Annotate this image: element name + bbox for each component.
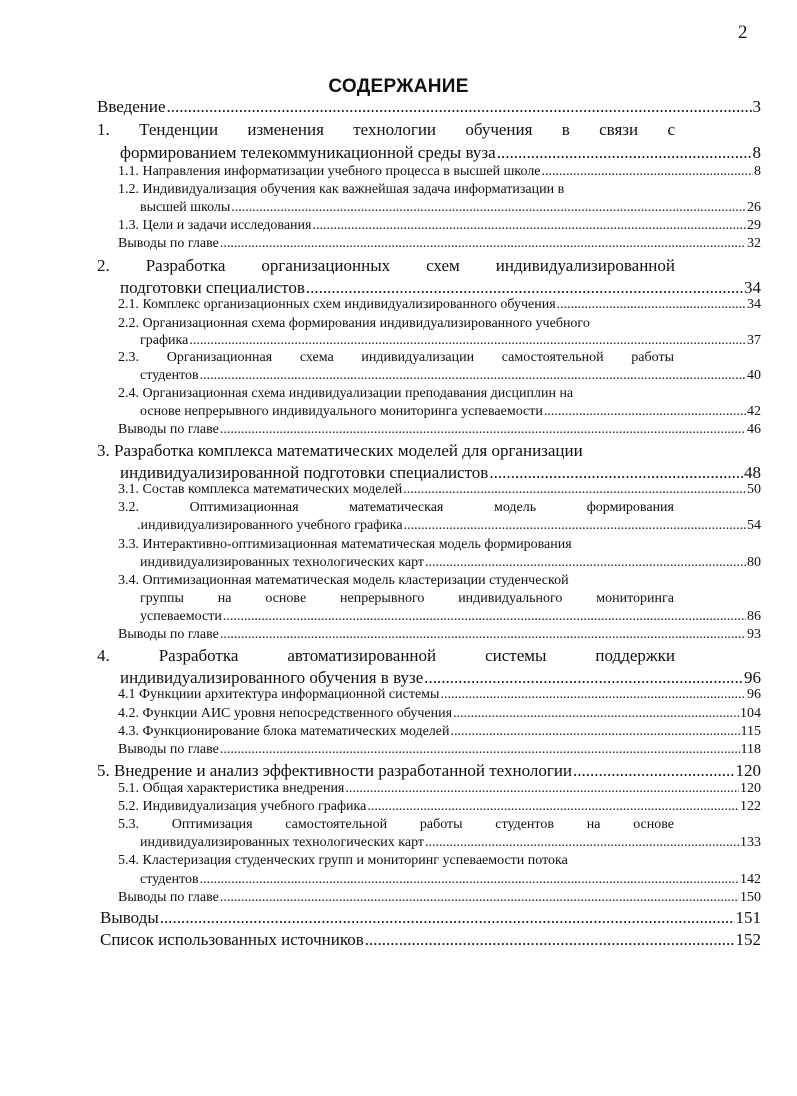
toc-section-2-1[interactable] xyxy=(118,297,761,313)
dot-leader xyxy=(425,555,746,571)
toc-section-4-2[interactable] xyxy=(118,706,761,722)
dot-leader xyxy=(573,761,734,781)
toc-entry-conclusions[interactable] xyxy=(100,908,761,928)
toc-entry-text: Выводы xyxy=(100,908,159,927)
toc-entry-text: Выводы по главе xyxy=(118,890,219,905)
toc-entry-text: 2.1. Комплекс организационных схем индивидуализированного обучения xyxy=(118,297,556,312)
toc-entry-text: 3.4. Оптимизационная математическая модель кластеризации студенческой xyxy=(118,573,569,588)
toc-chapter-3[interactable] xyxy=(120,463,761,483)
toc-entry-text: успеваемости xyxy=(140,609,222,624)
toc-entry-page: 152 xyxy=(735,930,761,949)
toc-entry-page: 34 xyxy=(744,278,761,297)
toc-entry-page: 42 xyxy=(747,404,761,419)
toc-entry-page: 3 xyxy=(752,97,761,116)
dot-leader xyxy=(453,706,739,722)
toc-chapter-2-conclusions[interactable] xyxy=(118,422,761,438)
toc-entry-text: индивидуализированных технологических карт xyxy=(140,555,425,570)
dot-leader xyxy=(167,97,752,117)
dot-leader xyxy=(223,609,746,625)
page-title: СОДЕРЖАНИЕ xyxy=(328,76,469,97)
toc-entry-text: Список использованных источников xyxy=(100,930,364,949)
toc-section-1-1[interactable] xyxy=(118,164,761,180)
toc-entry-text: студентов xyxy=(140,872,199,887)
toc-section-2-2[interactable] xyxy=(140,333,761,349)
toc-chapter-2[interactable] xyxy=(120,278,761,298)
dot-leader xyxy=(160,908,735,928)
toc-section-4-1[interactable] xyxy=(118,687,761,703)
toc-entry-page: 54 xyxy=(747,518,761,533)
toc-entry-page: 26 xyxy=(747,200,761,215)
toc-entry-text: группы на основе непрерывного индивидуального мониторинга xyxy=(140,591,674,606)
toc-entry-text: 5.2. Индивидуализация учебного графика xyxy=(118,799,367,814)
toc-entry-text: 5.3. Оптимизация самостоятельной работы студентов на основе xyxy=(118,817,674,832)
toc-section-4-3[interactable] xyxy=(118,724,761,740)
toc-entry-page: 104 xyxy=(740,706,761,721)
toc-entry-text: высшей школы xyxy=(140,200,231,215)
toc-entry-text: формированием телекоммуникационной среды вуза xyxy=(120,143,496,162)
toc-entry-page: 86 xyxy=(747,609,761,624)
toc-entry-page: 40 xyxy=(747,368,761,383)
toc-entry-page: 32 xyxy=(747,236,761,251)
toc-section-3-3-heading[interactable] xyxy=(118,537,678,553)
dot-leader xyxy=(544,404,746,420)
toc-entry-text: 3. Разработка комплекса математических моделей для организации xyxy=(97,441,583,460)
toc-chapter-4-heading[interactable] xyxy=(97,646,675,666)
toc-chapter-4[interactable] xyxy=(120,668,761,688)
toc-chapter-4-conclusions[interactable] xyxy=(118,742,761,758)
toc-entry-text: 5.4. Кластеризация студенческих групп и мониторинг успеваемости потока xyxy=(118,853,568,868)
toc-section-3-1[interactable] xyxy=(118,482,761,498)
toc-entry-text: графика xyxy=(140,333,189,348)
toc-entry-page: 133 xyxy=(740,835,761,850)
toc-section-5-2[interactable] xyxy=(118,799,761,815)
toc-section-5-4-heading[interactable] xyxy=(118,853,678,869)
dot-leader xyxy=(542,164,753,180)
toc-entry-references[interactable] xyxy=(100,930,761,950)
toc-chapter-3-heading[interactable] xyxy=(97,441,675,461)
dot-leader xyxy=(220,422,746,438)
toc-entry-page: 93 xyxy=(747,627,761,642)
dot-leader xyxy=(220,742,740,758)
toc-entry-page: 8 xyxy=(754,164,761,179)
toc-section-2-4[interactable] xyxy=(140,404,761,420)
toc-section-3-4-heading[interactable] xyxy=(118,573,678,589)
dot-leader xyxy=(200,872,739,888)
toc-entry-page: 96 xyxy=(747,687,761,702)
toc-section-2-3-heading[interactable] xyxy=(118,350,674,366)
toc-section-5-3-heading[interactable] xyxy=(118,817,674,833)
toc-entry-text: Выводы по главе xyxy=(118,422,219,437)
dot-leader xyxy=(404,518,746,534)
toc-section-3-4-heading-cont[interactable] xyxy=(140,591,674,607)
toc-entry-page: 29 xyxy=(747,218,761,233)
toc-entry-text: 1.2. Индивидуализация обучения как важнейшая задача информатизации в xyxy=(118,182,565,197)
toc-entry-page: 115 xyxy=(740,724,761,739)
toc-entry-text: 4.1 Функциии архитектура информационной системы xyxy=(118,687,440,702)
toc-section-3-2[interactable] xyxy=(137,518,761,534)
toc-entry-page: 120 xyxy=(740,781,761,796)
dot-leader xyxy=(200,368,746,384)
dot-leader xyxy=(497,143,752,163)
toc-section-2-2-heading[interactable] xyxy=(118,316,678,332)
toc-entry-text: 1.3. Цели и задачи исследования xyxy=(118,218,312,233)
toc-entry-text: 4. Разработка автоматизированной системы поддержки xyxy=(97,646,675,665)
toc-entry-page: 120 xyxy=(735,761,761,780)
dot-leader xyxy=(312,218,746,234)
toc-entry-page: 8 xyxy=(752,143,761,162)
toc-entry-page: 142 xyxy=(740,872,761,887)
toc-chapter-1-conclusions[interactable] xyxy=(118,236,761,252)
toc-entry-page: 37 xyxy=(747,333,761,348)
toc-entry-text: основе непрерывного индивидуального мониторинга успеваемости xyxy=(140,404,543,419)
dot-leader xyxy=(451,724,740,740)
toc-entry-page: 150 xyxy=(740,890,761,905)
dot-leader xyxy=(220,236,746,252)
toc-entry-text: индивидуализированных технологических карт xyxy=(140,835,425,850)
toc-section-2-4-heading[interactable] xyxy=(118,386,678,402)
dot-leader xyxy=(345,781,739,797)
toc-chapter-5-conclusions[interactable] xyxy=(118,890,761,906)
toc-chapter-5[interactable] xyxy=(97,761,761,781)
toc-entry-text: 3.1. Состав комплекса математических моделей xyxy=(118,482,403,497)
toc-entry-text: индивидуализированной подготовки специалистов xyxy=(120,463,489,482)
toc-section-3-3[interactable] xyxy=(140,555,761,571)
dot-leader xyxy=(365,930,735,950)
toc-entry-text: 1. Тенденции изменения технологии обучения в связи с xyxy=(97,120,675,139)
toc-entry-page: 122 xyxy=(740,799,761,814)
toc-entry-page: 80 xyxy=(747,555,761,570)
toc-entry-text: 5. Внедрение и анализ эффективности разработанной технологии xyxy=(97,761,573,780)
toc-section-2-3[interactable] xyxy=(140,368,761,384)
toc-chapter-1-heading[interactable] xyxy=(97,120,675,140)
toc-entry-text: 3.2. Оптимизационная математическая модель формирования xyxy=(118,500,674,515)
dot-leader xyxy=(367,799,739,815)
toc-entry-page: 96 xyxy=(744,668,761,687)
dot-leader xyxy=(489,463,743,483)
toc-entry-page: 48 xyxy=(744,463,761,482)
toc-entry-text: Выводы по главе xyxy=(118,236,219,251)
page-number: 2 xyxy=(738,22,748,43)
dot-leader xyxy=(424,668,743,688)
toc-entry-text: Выводы по главе xyxy=(118,742,219,757)
toc-entry-page: 118 xyxy=(740,742,761,757)
toc-entry-page: 151 xyxy=(735,908,761,927)
toc-entry-text: студентов xyxy=(140,368,199,383)
toc-entry-text: 2.2. Организационная схема формирования индивидуализированного учебного xyxy=(118,316,590,331)
toc-section-5-1[interactable] xyxy=(118,781,761,797)
toc-section-5-4[interactable] xyxy=(140,872,761,888)
dot-leader xyxy=(189,333,746,349)
toc-section-5-3[interactable] xyxy=(140,835,761,851)
toc-entry-text: .индивидуализированного учебного графика xyxy=(137,518,403,533)
toc-entry-text: 3.3. Интерактивно-оптимизационная математическая модель формирования xyxy=(118,537,572,552)
dot-leader xyxy=(220,890,739,906)
toc-chapter-2-heading[interactable] xyxy=(97,256,675,276)
toc-entry-page: 46 xyxy=(747,422,761,437)
dot-leader xyxy=(557,297,746,313)
dot-leader xyxy=(306,278,743,298)
toc-entry-text: 4.3. Функционирование блока математических моделей xyxy=(118,724,450,739)
toc-section-3-2-heading[interactable] xyxy=(118,500,674,516)
toc-entry-text: Выводы по главе xyxy=(118,627,219,642)
toc-entry-text: 2. Разработка организационных схем индивидуализированной xyxy=(97,256,675,275)
toc-section-1-2-heading[interactable] xyxy=(118,182,678,198)
toc-entry-introduction[interactable] xyxy=(97,97,761,117)
toc-entry-page: 50 xyxy=(747,482,761,497)
toc-entry-text: индивидуализированного обучения в вузе xyxy=(120,668,424,687)
toc-entry-text: подготовки специалистов xyxy=(120,278,305,297)
dot-leader xyxy=(220,627,746,643)
dot-leader xyxy=(231,200,746,216)
toc-entry-text: 2.3. Организационная схема индивидуализации самостоятельной работы xyxy=(118,350,674,365)
toc-entry-text: Введение xyxy=(97,97,166,116)
toc-section-3-4[interactable] xyxy=(140,609,761,625)
toc-entry-text: 4.2. Функции АИС уровня непосредственного обучения xyxy=(118,706,453,721)
toc-section-1-2[interactable] xyxy=(140,200,761,216)
dot-leader xyxy=(440,687,746,703)
dot-leader xyxy=(425,835,739,851)
toc-entry-text: 5.1. Общая характеристика внедрения xyxy=(118,781,345,796)
toc-entry-text: 2.4. Организационная схема индивидуализации преподавания дисциплин на xyxy=(118,386,574,401)
dot-leader xyxy=(403,482,746,498)
toc-chapter-1[interactable] xyxy=(120,143,761,163)
toc-entry-text: 1.1. Направления информатизации учебного процесса в высшей школе xyxy=(118,164,541,179)
toc-chapter-3-conclusions[interactable] xyxy=(118,627,761,643)
toc-entry-page: 34 xyxy=(747,297,761,312)
toc-section-1-3[interactable] xyxy=(118,218,761,234)
